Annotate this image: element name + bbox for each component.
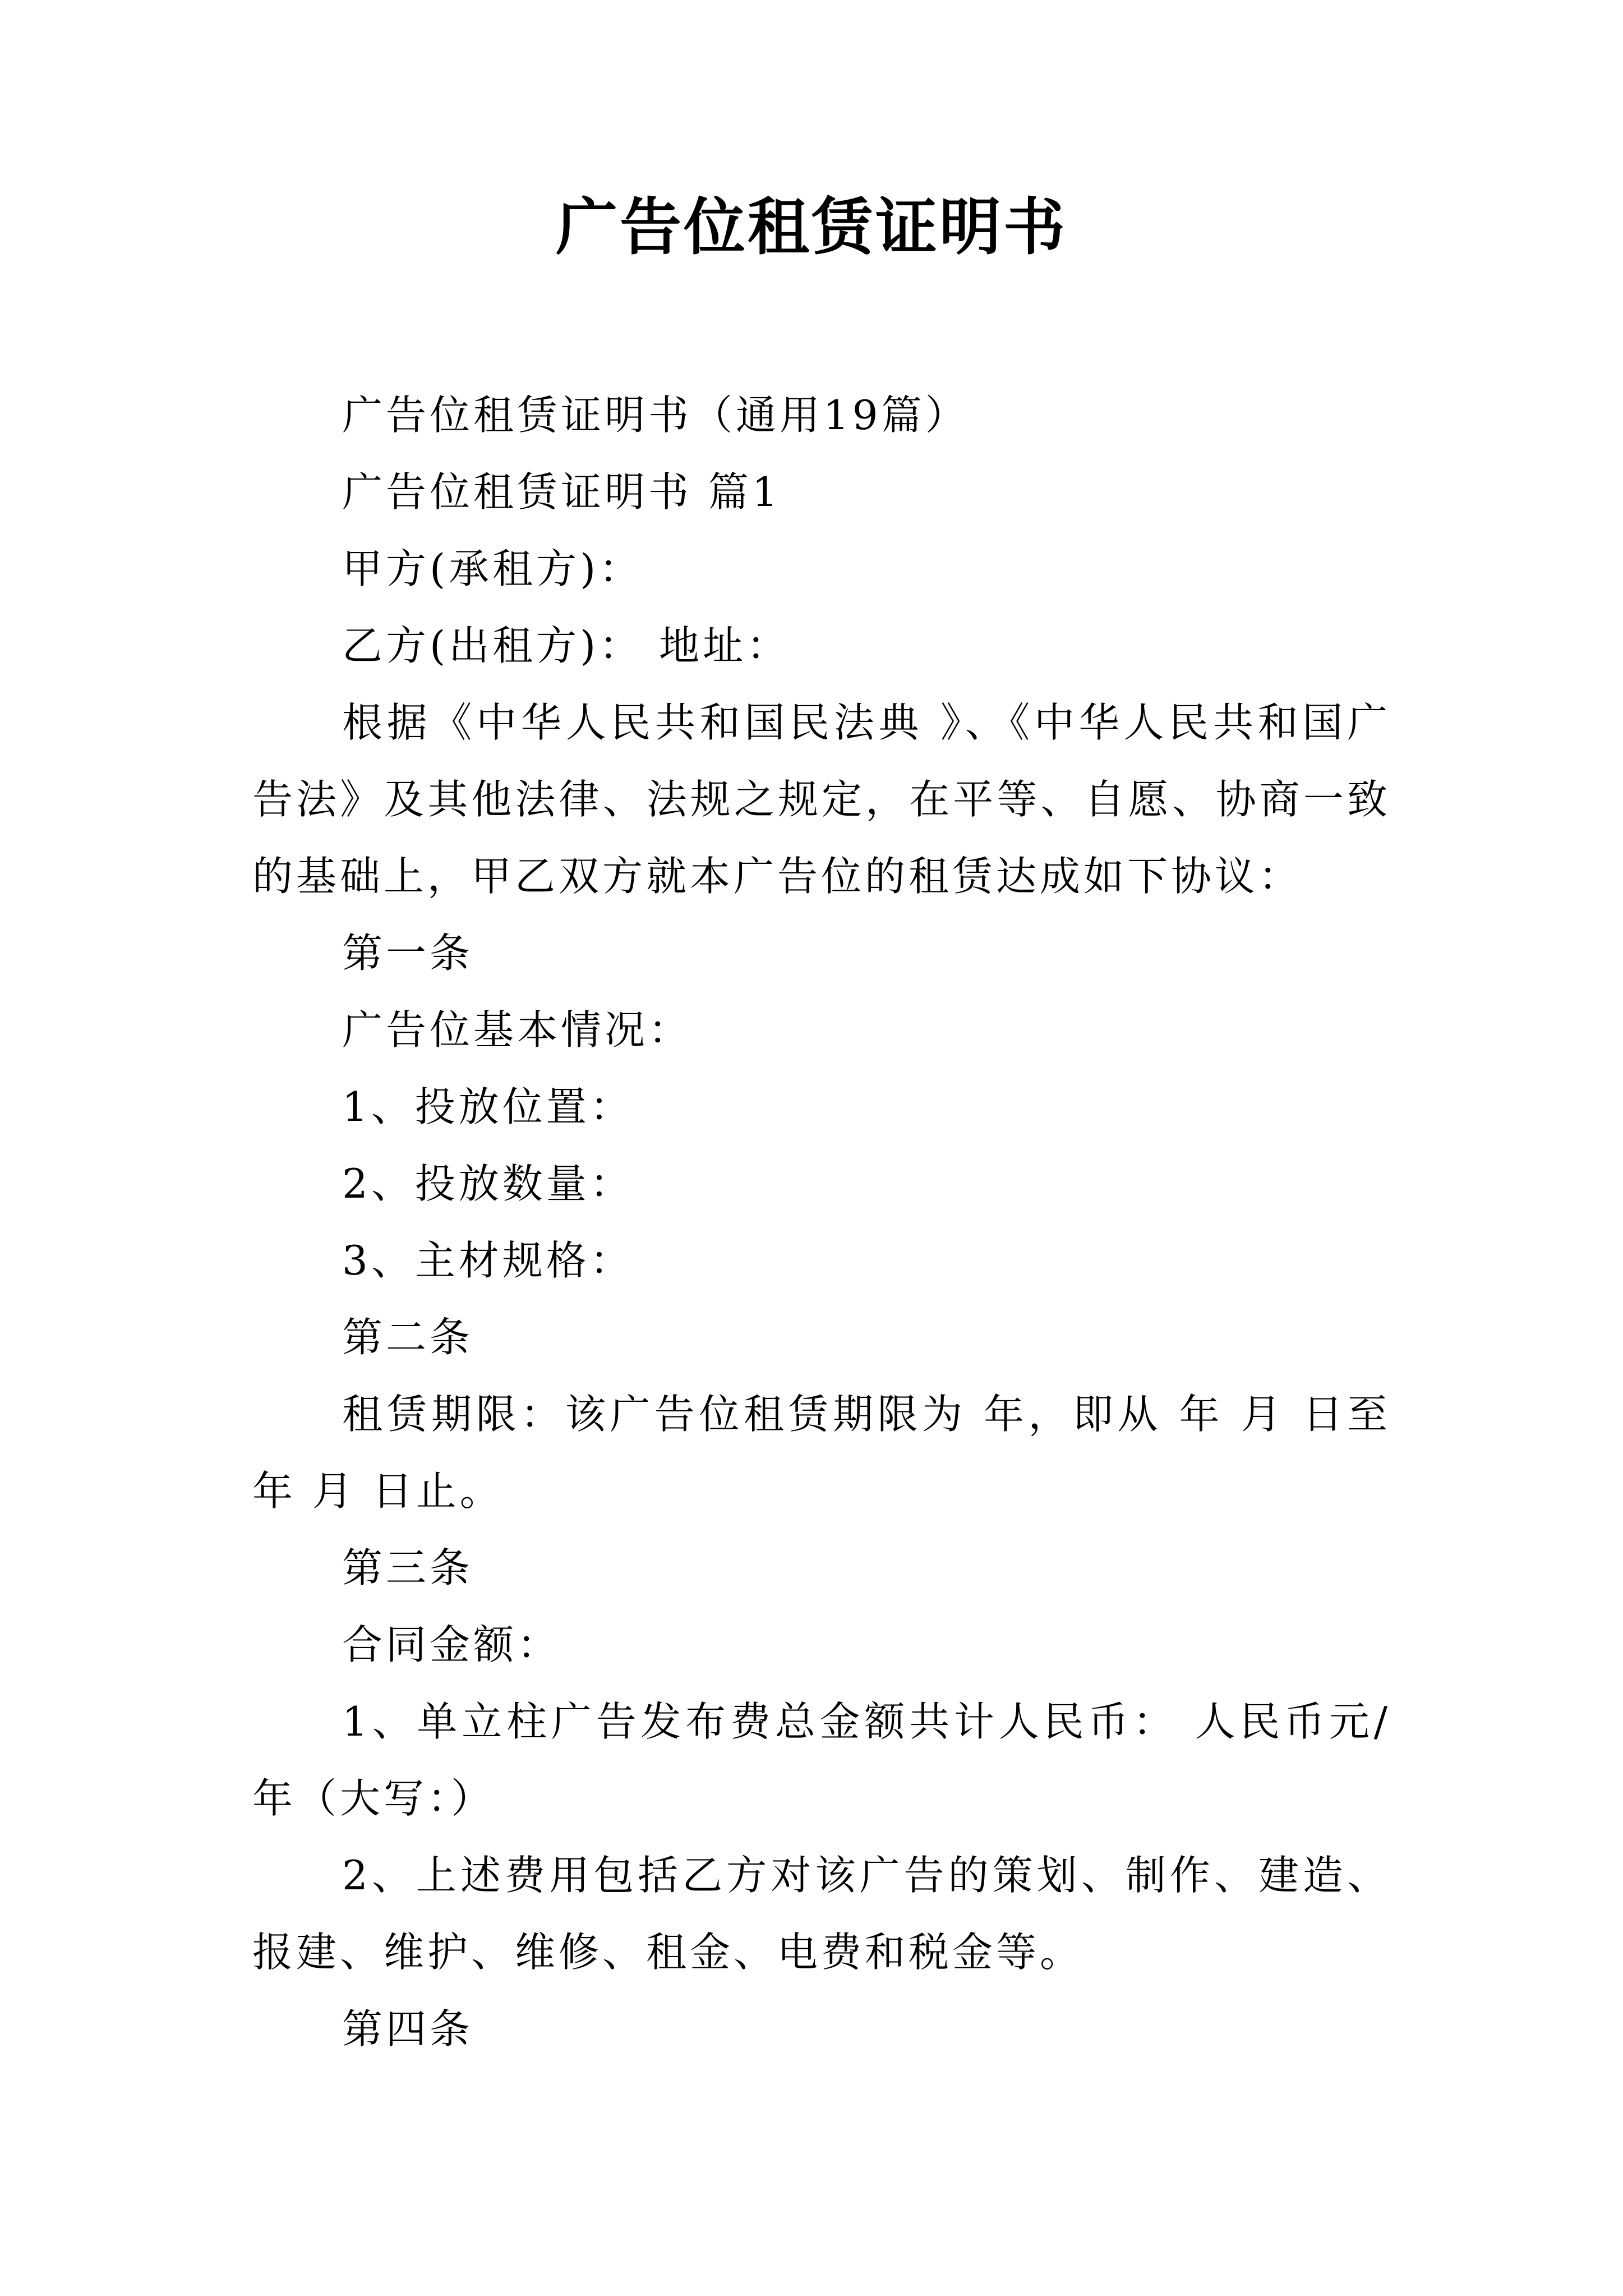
paragraph-party-b: 乙方(出租方)： 地址：: [342, 622, 791, 669]
paragraph-subtitle: 广告位租赁证明书（通用19篇）: [342, 392, 969, 439]
paragraph-article-4: 第四条: [342, 2005, 474, 2053]
paragraph-lease-term: 租赁期限：该广告位租赁期限为 年，即从 年 月 日至 年 月 日止。: [252, 1391, 1391, 1515]
paragraph-section-heading: 广告位租赁证明书 篇1: [342, 468, 781, 516]
paragraph-item-3: 3、主材规格：: [342, 1237, 634, 1284]
paragraph-article-1: 第一条: [342, 930, 474, 977]
paragraph-preamble: 根据《中华人民共和国民法典 》、《中华人民共和国广告法》及其他法律、法规之规定，在平等、自愿、协商一致的基础上，甲乙双方就本广告位的租赁达成如下协议：: [252, 699, 1391, 900]
paragraph-item-2: 2、投放数量：: [342, 1160, 634, 1207]
document-body: [252, 377, 1391, 2068]
paragraph-party-a: 甲方(承租方)：: [342, 545, 643, 592]
paragraph-basic-info: 广告位基本情况：: [342, 1006, 693, 1053]
paragraph-contract-amount: 合同金额：: [342, 1621, 561, 1668]
paragraph-fee-1: 1、单立柱广告发布费总金额共计人民币： 人民币元/年（大写：）: [252, 1698, 1391, 1822]
paragraph-article-3: 第三条: [342, 1544, 474, 1591]
paragraph-article-2: 第二条: [342, 1314, 474, 1361]
paragraph-item-1: 1、投放位置：: [342, 1083, 634, 1130]
paragraph-fee-2: 2、上述费用包括乙方对该广告的策划、制作、建造、报建、维护、维修、租金、电费和税金等。: [252, 1852, 1391, 1976]
document-title: 广告位租赁证明书: [556, 191, 1067, 263]
